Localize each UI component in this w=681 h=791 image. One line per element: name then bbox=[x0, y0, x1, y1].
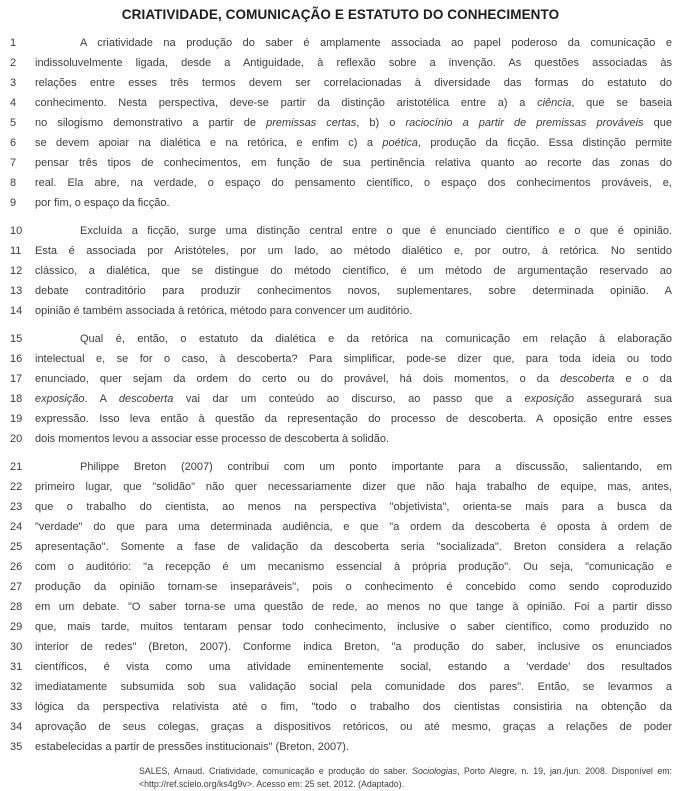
line-number: 19 bbox=[10, 413, 23, 425]
text-line bbox=[0, 301, 681, 321]
text-segment: intelectual e, se for o caso, à descoberta? Para simplificar, pode-se dizer que, para toda ideia ou todo bbox=[35, 353, 672, 365]
text-segment: enunciado, quer sejam da ordem do certo ou do provável, há dois momentos, o da bbox=[35, 373, 560, 385]
line-text bbox=[35, 369, 681, 389]
paragraph bbox=[0, 33, 681, 213]
line-number: 32 bbox=[10, 681, 23, 693]
text-segment: Excluída a ficção, surge uma distinção central entre o que é enunciado científico e o que é opinião. bbox=[80, 225, 672, 237]
text-segment: debate contraditório para produzir conhecimentos novos, suplementares, sobre determinada opinião. A bbox=[35, 285, 672, 297]
italic-text-segment: exposição bbox=[524, 393, 575, 405]
line-number: 5 bbox=[10, 117, 17, 129]
text-segment: indissoluvelmente ligada, desde a Antiguidade, à reflexão sobre a invenção. As questões associadas às bbox=[35, 57, 672, 69]
italic-text-segment: descoberta bbox=[118, 393, 174, 405]
line-text bbox=[35, 93, 681, 113]
text-segment: A criatividade na produção do saber é amplamente associada ao papel poderoso da comunicação e bbox=[80, 37, 672, 49]
text-segment: Esta é associada por Aristóteles, por um lado, ao método dialético e, por outro, à retórica. No sentido bbox=[35, 245, 672, 257]
line-text bbox=[35, 193, 681, 213]
text-segment: "verdade" do que para uma determinada audiência, e que "a ordem da descoberta é oposta à ordem de bbox=[35, 521, 672, 533]
text-line bbox=[0, 697, 681, 717]
text-line bbox=[0, 33, 681, 53]
line-number: 2 bbox=[10, 57, 17, 69]
line-number: 34 bbox=[10, 721, 23, 733]
text-line bbox=[0, 153, 681, 173]
text-line bbox=[0, 409, 681, 429]
text-segment: , b) o bbox=[356, 117, 406, 129]
text-segment: relações entre esses três termos devem ser correlacionadas à diversidade das formas do estatuto do bbox=[35, 77, 672, 89]
text-line bbox=[0, 221, 681, 241]
line-number: 29 bbox=[10, 621, 23, 633]
text-segment: SALES, Arnaud. Criatividade, comunicação e produção do saber. bbox=[139, 766, 413, 776]
paragraph bbox=[0, 457, 681, 757]
line-number: 15 bbox=[10, 333, 23, 345]
line-number: 1 bbox=[10, 37, 17, 49]
text-segment: clássico, a dialética, que se distingue do método científico, é um método de argumentação reservado ao bbox=[35, 265, 672, 277]
line-text bbox=[35, 153, 681, 173]
line-text bbox=[35, 497, 681, 517]
italic-text-segment: Sociologias bbox=[412, 766, 458, 776]
line-number: 8 bbox=[10, 177, 17, 189]
line-number: 33 bbox=[10, 701, 23, 713]
text-line bbox=[0, 113, 681, 133]
line-text bbox=[35, 577, 681, 597]
text-line bbox=[0, 261, 681, 281]
text-segment: , Porto Alegre, n. 19, jan./jun. 2008. Disponível em: <http://ref.scielo.org/ks4g9v>. Acesso em: 25 set. 2012. (Adaptado). bbox=[139, 766, 672, 789]
line-text bbox=[35, 409, 681, 429]
italic-text-segment: exposição bbox=[35, 393, 85, 405]
line-number: 22 bbox=[10, 481, 23, 493]
line-number: 11 bbox=[10, 245, 22, 257]
text-line bbox=[0, 497, 681, 517]
line-number: 18 bbox=[10, 393, 23, 405]
text-segment: estabelecidas a partir de pressões institucionais" (Breton, 2007). bbox=[35, 741, 349, 753]
paragraph bbox=[0, 329, 681, 449]
document-body bbox=[0, 33, 681, 757]
line-text bbox=[35, 457, 681, 477]
text-line bbox=[0, 389, 681, 409]
text-segment: por fim, o espaço da ficção. bbox=[35, 197, 170, 209]
text-segment: expressão. Isso leva então à questão da representação do processo de descoberta. A oposição entre esses bbox=[35, 413, 672, 425]
line-text bbox=[35, 389, 681, 409]
text-segment: conhecimento. Nesta perspectiva, deve-se partir da distinção aristotélica entre a) a bbox=[35, 97, 538, 109]
line-text bbox=[35, 617, 681, 637]
line-text bbox=[35, 717, 681, 737]
text-segment: que, mais tarde, muitos tentaram pensar todo conhecimento, inclusive o saber científico, como produzido no bbox=[35, 621, 672, 633]
line-text bbox=[35, 597, 681, 617]
line-text bbox=[35, 557, 681, 577]
line-text bbox=[35, 133, 681, 153]
text-segment: aprovação de seus colegas, graças a dispositivos retóricos, ou até mesmo, graças a relações de poder bbox=[35, 721, 672, 733]
text-line bbox=[0, 617, 681, 637]
text-line bbox=[0, 577, 681, 597]
line-number: 28 bbox=[10, 601, 23, 613]
line-text bbox=[35, 677, 681, 697]
text-segment: opinião é também associada à retórica, método para convencer um auditório. bbox=[35, 305, 413, 317]
text-segment: que o trabalho do cientista, ao menos na perspectiva "objetivista", orienta-se mais para a busca da bbox=[35, 501, 672, 513]
line-text bbox=[35, 657, 681, 677]
line-number: 26 bbox=[10, 561, 23, 573]
text-segment: , que se baseia bbox=[571, 97, 672, 109]
line-number: 16 bbox=[10, 353, 23, 365]
italic-text-segment: poética bbox=[382, 137, 418, 149]
text-line bbox=[0, 737, 681, 757]
line-number: 25 bbox=[10, 541, 23, 553]
text-line bbox=[0, 53, 681, 73]
text-segment: , produção da ficção. Essa distinção permite bbox=[417, 137, 672, 149]
line-text bbox=[35, 33, 681, 53]
italic-text-segment: premissas certas bbox=[266, 117, 357, 129]
line-number: 9 bbox=[10, 197, 17, 209]
line-number: 21 bbox=[10, 461, 23, 473]
text-segment: imediatamente subsumida sob sua validação social pela comunidade dos pares". Então, se levarmos a bbox=[35, 681, 672, 693]
text-segment: real. Ela abre, na verdade, o espaço do pensamento científico, o espaço dos conhecimentos prováveis, e, bbox=[35, 177, 672, 189]
text-line bbox=[0, 717, 681, 737]
text-line bbox=[0, 637, 681, 657]
text-segment: científicos, é vista como uma atividade eminentemente social, estando a 'verdade' dos resultados bbox=[35, 661, 672, 673]
text-segment: assegurará sua bbox=[574, 393, 672, 405]
text-segment: primeiro lugar, que "solidão" não quer necessariamente dizer que não haja trabalho de equipe, mas, antes, bbox=[35, 481, 672, 493]
line-text bbox=[35, 261, 681, 281]
line-number: 12 bbox=[10, 265, 23, 277]
line-number: 3 bbox=[10, 77, 17, 89]
text-line bbox=[0, 517, 681, 537]
text-line bbox=[0, 281, 681, 301]
line-number: 35 bbox=[10, 741, 23, 753]
line-number: 7 bbox=[10, 157, 17, 169]
line-text bbox=[35, 737, 681, 757]
italic-text-segment: descoberta bbox=[560, 373, 615, 385]
text-segment: apresentação". Somente a fase de validação da descoberta seria "socializada". Breton considera a relação bbox=[35, 541, 672, 553]
text-line bbox=[0, 133, 681, 153]
text-line bbox=[0, 369, 681, 389]
text-line bbox=[0, 537, 681, 557]
line-text bbox=[35, 329, 681, 349]
text-line bbox=[0, 429, 681, 449]
text-line bbox=[0, 677, 681, 697]
line-text bbox=[35, 173, 681, 193]
text-segment: com o auditório: "a recepção é um mecanismo essencial à própria produção". Ou seja, "comunicação e bbox=[35, 561, 672, 573]
citation bbox=[139, 765, 672, 791]
text-line bbox=[0, 457, 681, 477]
text-line bbox=[0, 193, 681, 213]
line-number: 23 bbox=[10, 501, 23, 513]
line-number: 17 bbox=[10, 373, 23, 385]
text-line bbox=[0, 73, 681, 93]
line-text bbox=[35, 477, 681, 497]
text-line bbox=[0, 173, 681, 193]
text-segment: pensar três tipos de conhecimentos, em função de sua pertinência relativa quanto ao recorte das zonas do bbox=[35, 157, 672, 169]
line-text bbox=[35, 281, 681, 301]
line-number: 20 bbox=[10, 433, 23, 445]
line-text bbox=[35, 241, 681, 261]
line-number: 31 bbox=[10, 661, 23, 673]
paragraph bbox=[0, 221, 681, 321]
text-segment: se devem apoiar na dialética e na retórica, e enfim c) a bbox=[35, 137, 383, 149]
text-line bbox=[0, 241, 681, 261]
line-text bbox=[35, 429, 681, 449]
line-text bbox=[35, 537, 681, 557]
line-text bbox=[35, 221, 681, 241]
text-segment: vai dar um conteúdo ao discurso, ao passo que a bbox=[173, 393, 525, 405]
line-number: 6 bbox=[10, 137, 17, 149]
text-line bbox=[0, 477, 681, 497]
italic-text-segment: ciência bbox=[537, 97, 572, 109]
line-number: 4 bbox=[10, 97, 17, 109]
text-line bbox=[0, 349, 681, 369]
text-line bbox=[0, 597, 681, 617]
text-segment: lógica da perspectiva relativista até o fim, "todo o trabalho dos cientistas consistiria na obtenção da bbox=[35, 701, 672, 713]
line-text bbox=[35, 301, 681, 321]
text-segment: interior de redes" (Breton, 2007). Conforme indica Breton, "a produção do saber, inclusive os enunciados bbox=[35, 641, 672, 653]
document-title: CRIATIVIDADE, COMUNICAÇÃO E ESTATUTO DO CONHECIMENTO bbox=[121, 7, 560, 22]
text-segment: e o da bbox=[614, 373, 672, 385]
line-number: 30 bbox=[10, 641, 23, 653]
text-segment: no silogismo demonstrativo a partir de bbox=[35, 117, 267, 129]
text-segment: em um debate. "O saber torna-se uma questão de rede, ao menos no que tange à opinião. Foi a partir disso bbox=[35, 601, 672, 613]
line-number: 27 bbox=[10, 581, 23, 593]
line-number: 10 bbox=[10, 225, 23, 237]
text-line bbox=[0, 657, 681, 677]
text-segment: que bbox=[643, 117, 672, 129]
text-segment: dois momentos levou a associar esse processo de descoberta à solidão. bbox=[35, 433, 390, 445]
text-segment: Qual é, então, o estatuto da dialética e da retórica na comunicação em relação à elaboração bbox=[80, 333, 672, 345]
line-number: 14 bbox=[10, 305, 23, 317]
line-text bbox=[35, 517, 681, 537]
text-line bbox=[0, 557, 681, 577]
line-text bbox=[35, 349, 681, 369]
line-text bbox=[35, 113, 681, 133]
text-segment: produção da opinião tornam-se inseparáveis", pois o conhecimento é concebido como sendo coproduzido bbox=[35, 581, 672, 593]
text-segment: . A bbox=[84, 393, 119, 405]
line-number: 24 bbox=[10, 521, 23, 533]
line-text bbox=[35, 73, 681, 93]
line-number: 13 bbox=[10, 285, 23, 297]
text-line bbox=[0, 329, 681, 349]
text-line bbox=[0, 93, 681, 113]
text-segment: Philippe Breton (2007) contribui com um ponto importante para a discussão, salientando, em bbox=[80, 461, 672, 473]
line-text bbox=[35, 697, 681, 717]
italic-text-segment: raciocínio a partir de premissas prováveis bbox=[405, 117, 644, 129]
line-text bbox=[35, 53, 681, 73]
line-text bbox=[35, 637, 681, 657]
